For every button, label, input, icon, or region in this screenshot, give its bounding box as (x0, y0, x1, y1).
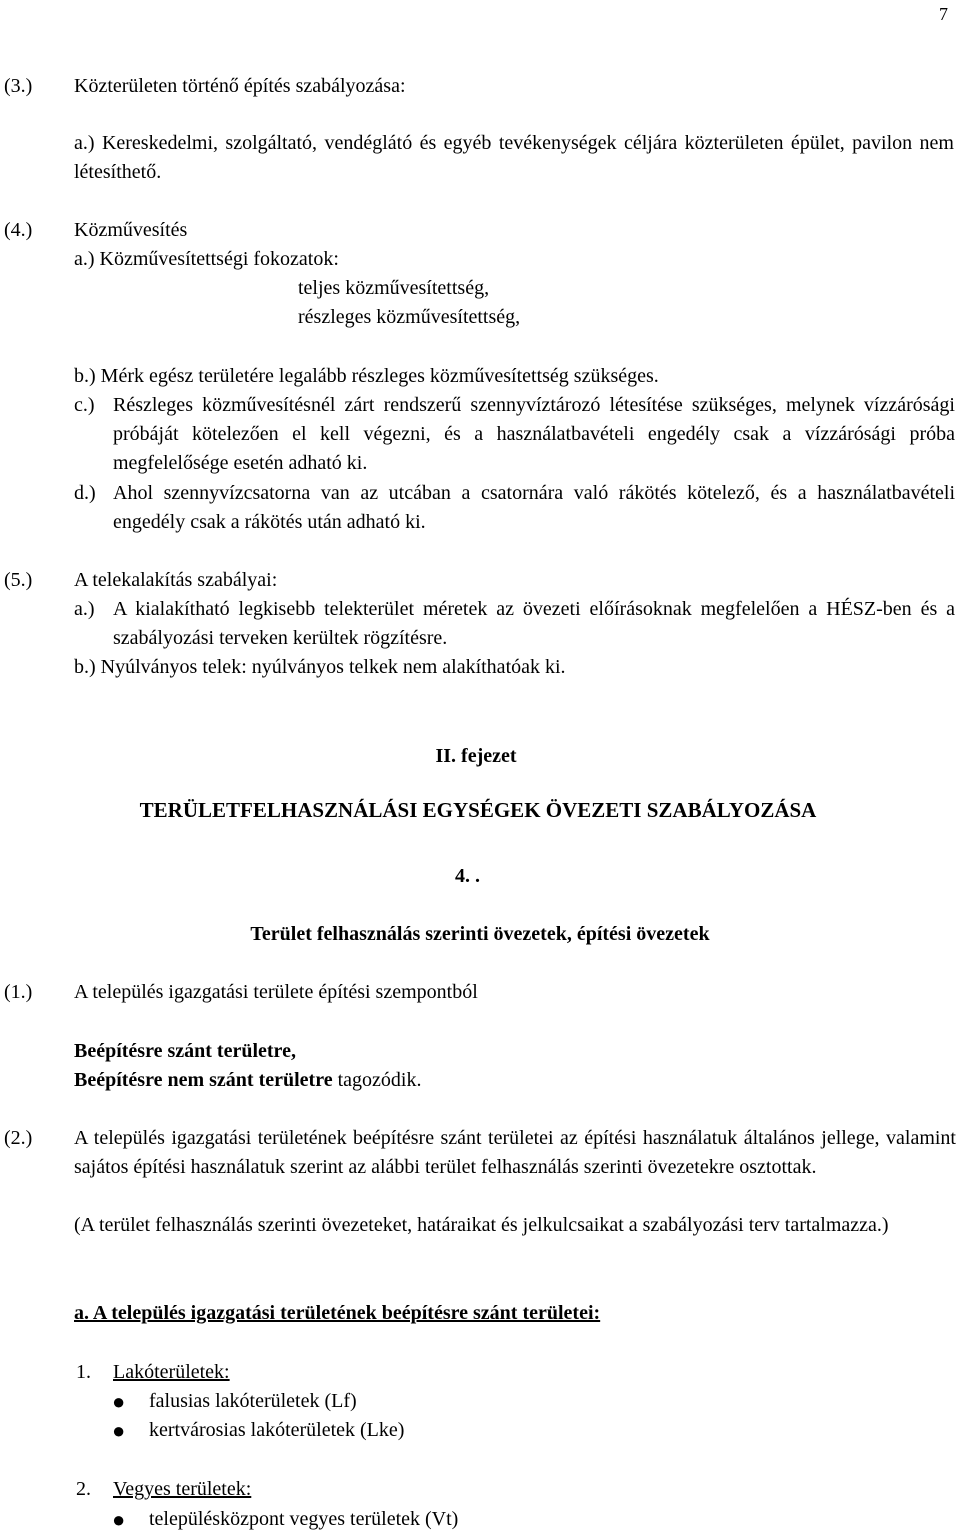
section-5-a-text: A kialakítható legkisebb telekterület méretek az övezeti előírásoknak megfelelően a HÉSZ-ben és a szabályozási terveken kerültek rögzítésre. (113, 598, 955, 649)
list-1-number: 1. (76, 1361, 91, 1383)
section-5-title: A telekalakítás szabályai: (74, 569, 278, 591)
list-1-title: Lakóterületek: (113, 1361, 230, 1383)
section-4-d-label: d.) (74, 482, 96, 504)
chapter-subtitle: TERÜLETFELHASZNÁLÁSI EGYSÉGEK ÖVEZETI SZABÁLYOZÁSA (139, 798, 817, 822)
section-4-title: Közművesítés (74, 219, 188, 241)
section-4-d-text: Ahol szennyvízcsatorna van az utcában a csatornára való rákötés kötelező, és a használatbavételi engedély csak a rákötés után adható ki. (113, 482, 955, 533)
list-item: kertvárosias lakóterületek (Lke) (149, 1419, 405, 1441)
list-2-title: Vegyes területek: (113, 1478, 252, 1500)
section-3-a-text: a.) Kereskedelmi, szolgáltató, vendéglátó és egyéb tevékenységek céljára közterületen épület, pavilon nem létesíthető. (74, 132, 954, 183)
bullet-icon: ● (112, 1389, 126, 1414)
list-item: falusias lakóterületek (Lf) (149, 1390, 357, 1412)
list-item: településközpont vegyes területek (Vt) (149, 1508, 459, 1530)
p1-line2 (74, 1066, 422, 1095)
section-4-c-text: Részleges közművesítésnél zárt rendszerű szennyvíztározó létesítése szükséges, melynek vízzárósági próbáját kötelezően el kell végezni, és a használatbavételi engedély csak a vízzárósági próba megfelelősége esetén adható ki. (113, 394, 955, 474)
p2-text-note: (A terület felhasználás szerinti övezeteket, határaikat és jelkulcsaikat a szabályozási terv tartalmazza.) (74, 1214, 889, 1236)
section-a-heading: a. A település igazgatási területének beépítésre szánt területei: (74, 1302, 601, 1324)
section-5-a-label: a.) (74, 598, 95, 620)
section-4-c-label: c.) (74, 394, 95, 416)
paragraph-title: Terület felhasználás szerinti övezetek, építési övezetek (250, 923, 710, 945)
page-number: 7 (939, 4, 948, 24)
bullet-icon: ● (112, 1507, 126, 1532)
section-5-number: (5.) (4, 569, 33, 591)
p1-bold-buildable: Beépítésre szánt területre, (74, 1040, 296, 1062)
paragraph-number: 4. . (455, 865, 480, 887)
p2-text: A település igazgatási területének beépítésre szánt területei az építési használatuk általános jellege, valamint sajátos építési használatuk szerint az alábbi terület felhasználás szerinti övezetekre osztottak. (74, 1127, 956, 1178)
section-4-b-text: b.) Mérk egész területére legalább részleges közművesítettség szükséges. (74, 365, 659, 387)
section-4-level-full: teljes közművesítettség, (298, 277, 490, 299)
p1-number: (1.) (4, 981, 33, 1003)
chapter-title: II. fejezet (435, 745, 517, 767)
section-4-number: (4.) (4, 219, 33, 241)
bullet-icon: ● (112, 1418, 126, 1443)
list-2-number: 2. (76, 1478, 91, 1500)
p1-bold-non-buildable: Beépítésre nem szánt területre (74, 1069, 333, 1091)
p2-number: (2.) (4, 1127, 33, 1149)
section-4-a-text: a.) Közművesítettségi fokozatok: (74, 248, 339, 270)
section-3-number: (3.) (4, 75, 33, 97)
p1-text: A település igazgatási területe építési szempontból (74, 981, 478, 1003)
p1-suffix: tagozódik. (332, 1069, 422, 1091)
section-4-level-partial: részleges közművesítettség, (298, 306, 521, 328)
section-5-b-text: b.) Nyúlványos telek: nyúlványos telkek nem alakíthatóak ki. (74, 656, 566, 678)
section-3-title: Közterületen történő építés szabályozása: (74, 75, 406, 97)
